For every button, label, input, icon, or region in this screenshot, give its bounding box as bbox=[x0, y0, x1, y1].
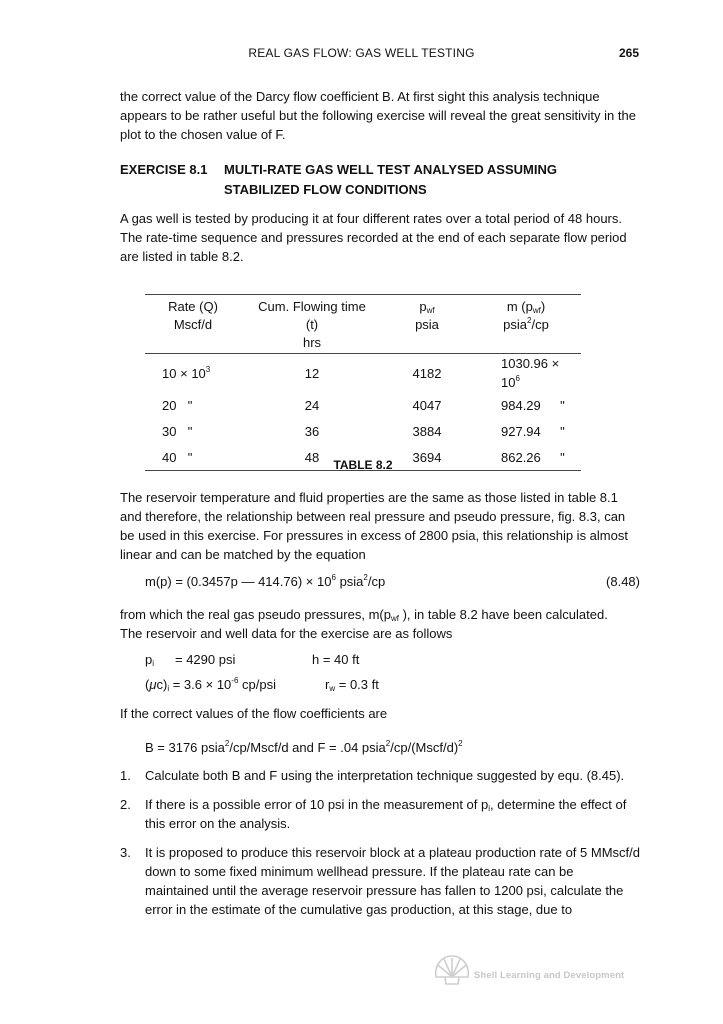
pwf-cell: 3694 bbox=[412, 449, 442, 465]
m-pwf-cell: 927.94 " bbox=[501, 423, 565, 439]
shell-logo-icon bbox=[432, 953, 472, 989]
rate-cell: 30 " bbox=[162, 423, 193, 439]
pseudo-pressure-paragraph: from which the real gas pseudo pressures, $m(p_{wf}$ ), in table 8.2 have been calculated. The reservoir and well data for the exercise are as follows bbox=[120, 607, 608, 641]
time-cell: 48 bbox=[304, 449, 320, 465]
reservoir-properties-paragraph: The reservoir temperature and fluid properties are the same as those listed in table 8.1 and therefore, the relationship between real pressure and pseudo pressure, fig. 8.3, can be used in this exercise. For pressures in excess of 2800 psia, this relationship is almost linear and can be matched by the equation bbox=[120, 490, 628, 562]
running-header: REAL GAS FLOW: GAS WELL TESTING bbox=[248, 46, 475, 60]
table-row bbox=[145, 418, 581, 444]
m-pwf-cell: $1030.96 \times 10^6$ bbox=[501, 356, 560, 390]
list-item: 3. It is proposed to produce this reservoir block at a plateau production rate of 5 MMscf/d down to some fixed minimum wellhead pressure. If the plateau rate can be maintained until the average reservoir pressure has fallen to 1200 psi, calculate the error in the estimate of the cumulative gas production, at this stage, due to bbox=[120, 845, 640, 917]
m-pwf-cell: 984.29 " bbox=[501, 397, 565, 413]
flow-coefficients: B = 3176 psia$^2$/cp/Mscf/d and F = .04 psia$^2$/cp/(Mscf/d)$^2$ bbox=[145, 739, 463, 755]
rate-cell: $10 \times 10^3$ bbox=[162, 364, 211, 381]
equation-number: (8.48) bbox=[606, 574, 640, 589]
m-pwf-cell: 862.26 " bbox=[501, 449, 565, 465]
rate-cell: 40 " bbox=[162, 449, 193, 465]
header-m-pwf: m $(p_{wf})$ psia$^2$/cp bbox=[503, 299, 549, 332]
header-pwf: $p_{wf}$ psia bbox=[415, 299, 439, 332]
well-data-row-2: $(\mu c)_i = 3.6 \times 10^{-6}$ cp/psi $r_w = 0.3$ ft bbox=[145, 676, 379, 693]
time-cell: 36 bbox=[304, 423, 320, 439]
list-item: 2. If there is a possible error of 10 psi in the measurement of $p_i$, determine the effect of this error on the analysis. bbox=[120, 797, 627, 831]
well-data-row-1: $p_i = 4290$ psi h = 40 ft bbox=[145, 652, 360, 668]
pwf-cell: 3884 bbox=[412, 423, 442, 439]
exercise-title: MULTI-RATE GAS WELL TEST ANALYSED ASSUMING STABILIZED FLOW CONDITIONS bbox=[224, 162, 557, 197]
rate-cell: 20 " bbox=[162, 397, 193, 413]
table-row bbox=[145, 354, 581, 393]
flow-coefficients-intro: If the correct values of the flow coefficients are bbox=[120, 706, 388, 721]
table-row bbox=[145, 392, 581, 418]
pwf-cell: 4182 bbox=[412, 365, 442, 381]
header-time: Cum. Flowing time (t) hrs bbox=[258, 299, 366, 350]
header-rate: Rate (Q) Mscf/d bbox=[168, 299, 218, 332]
list-item: 1. Calculate both B and F using the interpretation technique suggested by equ. (8.45). bbox=[120, 768, 625, 783]
table-caption: TABLE 8.2 bbox=[333, 458, 393, 472]
exercise-number: EXERCISE 8.1 bbox=[120, 162, 208, 177]
table-8-2 bbox=[145, 294, 581, 471]
pwf-cell: 4047 bbox=[412, 397, 442, 413]
intro-paragraph: the correct value of the Darcy flow coefficient B. At first sight this analysis technique appears to be rather useful but the following exercise will reveal the great sensitivity in the plot to the chosen value of F. bbox=[120, 89, 636, 142]
table-header-row bbox=[145, 295, 581, 354]
equation-8-48: m(p) = (0.3457p — $414.76) \times 10^6$ psia$^2$/cp bbox=[145, 573, 386, 589]
time-cell: 12 bbox=[304, 365, 320, 381]
rate-pressure-table bbox=[145, 294, 581, 471]
page-number: 265 bbox=[618, 46, 639, 60]
footer-brand-text: Shell Learning and Development bbox=[474, 970, 625, 981]
test-description-paragraph: A gas well is tested by producing it at four different rates over a total period of 48 hours. The rate-time sequence and pressures recorded at the end of each separate flow period are listed in table 8.2. bbox=[120, 211, 627, 264]
time-cell: 24 bbox=[304, 397, 320, 413]
